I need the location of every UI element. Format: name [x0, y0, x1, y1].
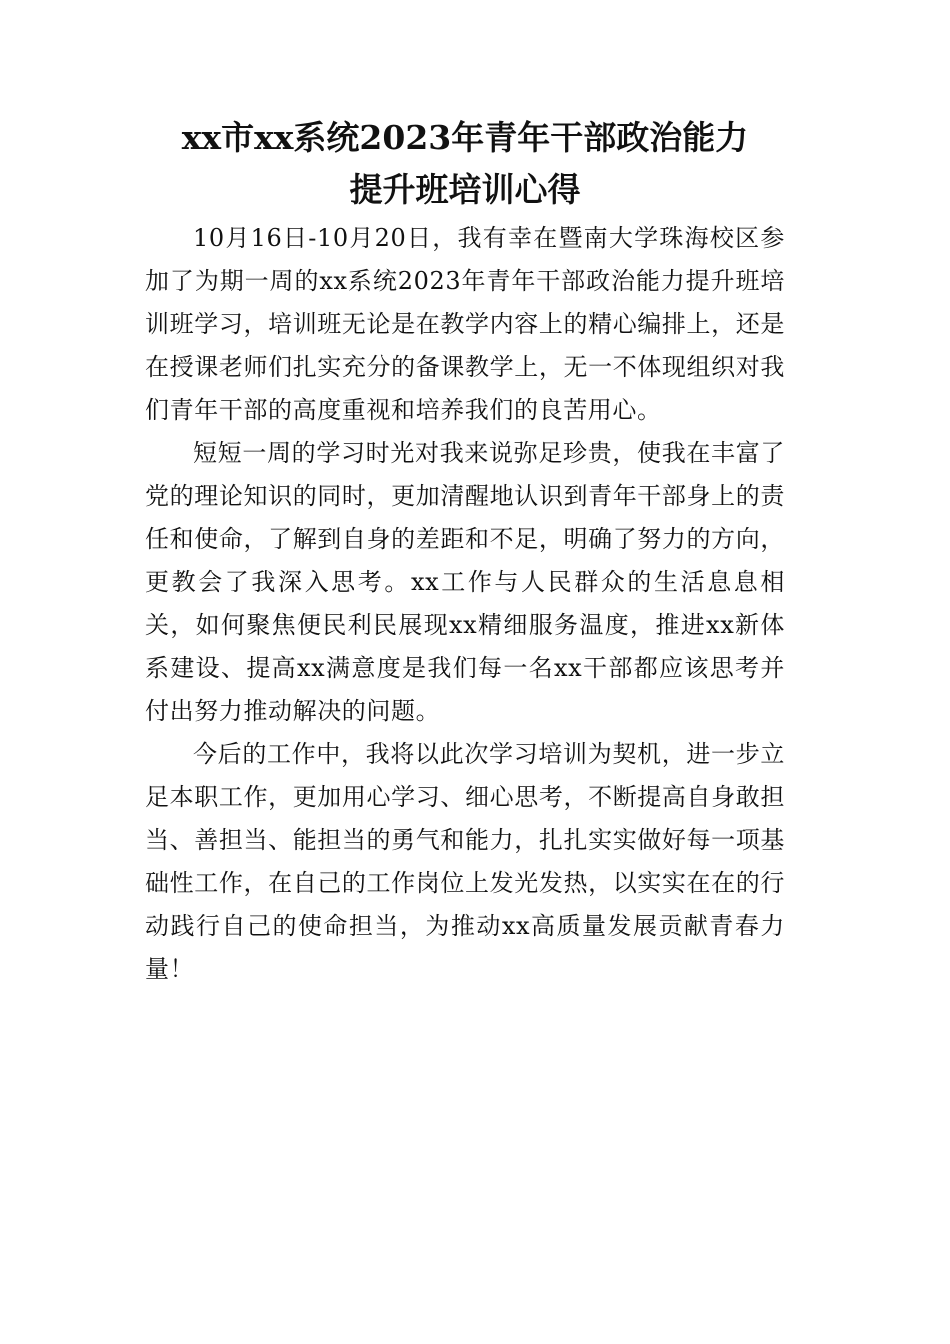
paragraph-2: 短短一周的学习时光对我来说弥足珍贵，使我在丰富了党的理论知识的同时，更加清醒地认识到青年干部身上的责任和使命，了解到自身的差距和不足，明确了努力的方向，更教会了我深入思考。xx工作与人民群众的生活息息相关，如何聚焦便民利民展现xx精细服务温度，推进xx新体系建设、提高xx满意度是我们每一名xx干部都应该思考并付出努力推动解决的问题。 — [145, 439, 785, 725]
document-title — [145, 112, 785, 216]
document-body — [145, 217, 785, 991]
paragraph-1: 10月16日-10月20日，我有幸在暨南大学珠海校区参加了为期一周的xx系统2023年青年干部政治能力提升班培训班学习，培训班无论是在教学内容上的精心编排上，还是在授课老师们扎实充分的备课教学上，无一不体现组织对我们青年干部的高度重视和培养我们的良苦用心。 — [145, 224, 785, 424]
paragraph-3: 今后的工作中，我将以此次学习培训为契机，进一步立足本职工作，更加用心学习、细心思考，不断提高自身敢担当、善担当、能担当的勇气和能力，扎扎实实做好每一项基础性工作，在自己的工作岗位上发光发热，以实实在在的行动践行自己的使命担当，为推动xx高质量发展贡献青春力量！ — [145, 740, 785, 983]
title-line-1: xx市xx系统2023年青年干部政治能力 — [181, 118, 749, 157]
title-line-2: 提升班培训心得 — [349, 170, 581, 209]
